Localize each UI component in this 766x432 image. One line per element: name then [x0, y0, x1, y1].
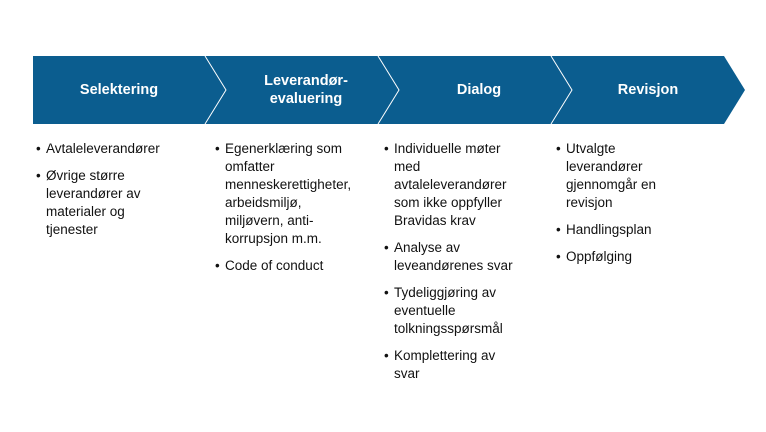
stage-column-leverandorevaluering — [215, 140, 380, 284]
bullet-item: • Tydeliggjøring av eventuelle tolkningsspørsmål — [384, 284, 544, 338]
bullet-item: • Oppfølging — [556, 248, 716, 266]
bullet-list — [556, 140, 716, 266]
bullet-list — [215, 140, 380, 275]
stage-title-selektering: Selektering — [79, 82, 159, 98]
bullet-item: • Analyse av leveandørenes svar — [384, 239, 544, 275]
bullet-item: • Egenerklæring som omfatter menneskerettigheter, arbeidsmiljø, miljøvern, anti- korrupsjon m.m. — [215, 140, 380, 248]
bullet-item: • Code of conduct — [215, 257, 380, 275]
stage-column-dialog — [384, 140, 544, 392]
bullet-list — [384, 140, 544, 383]
bullet-list — [36, 140, 196, 239]
bullet-item: • Individuelle møter med avtaleleverandører som ikke oppfyller Bravidas krav — [384, 140, 544, 230]
stage-title-revisjon: Revisjon — [617, 82, 679, 98]
stage-title-dialog: Dialog — [456, 82, 502, 98]
stage-column-selektering — [36, 140, 196, 248]
stage-column-revisjon — [556, 140, 716, 275]
bullet-item: • Øvrige større leverandører av materialer og tjenester — [36, 167, 196, 239]
bullet-item: • Avtaleleverandører — [36, 140, 196, 158]
stage-title-leverandorevaluering: Leverandør- evaluering — [264, 73, 348, 107]
bullet-item: • Utvalgte leverandører gjennomgår en revisjon — [556, 140, 716, 212]
bullet-item: • Handlingsplan — [556, 221, 716, 239]
bullet-item: • Komplettering av svar — [384, 347, 544, 383]
